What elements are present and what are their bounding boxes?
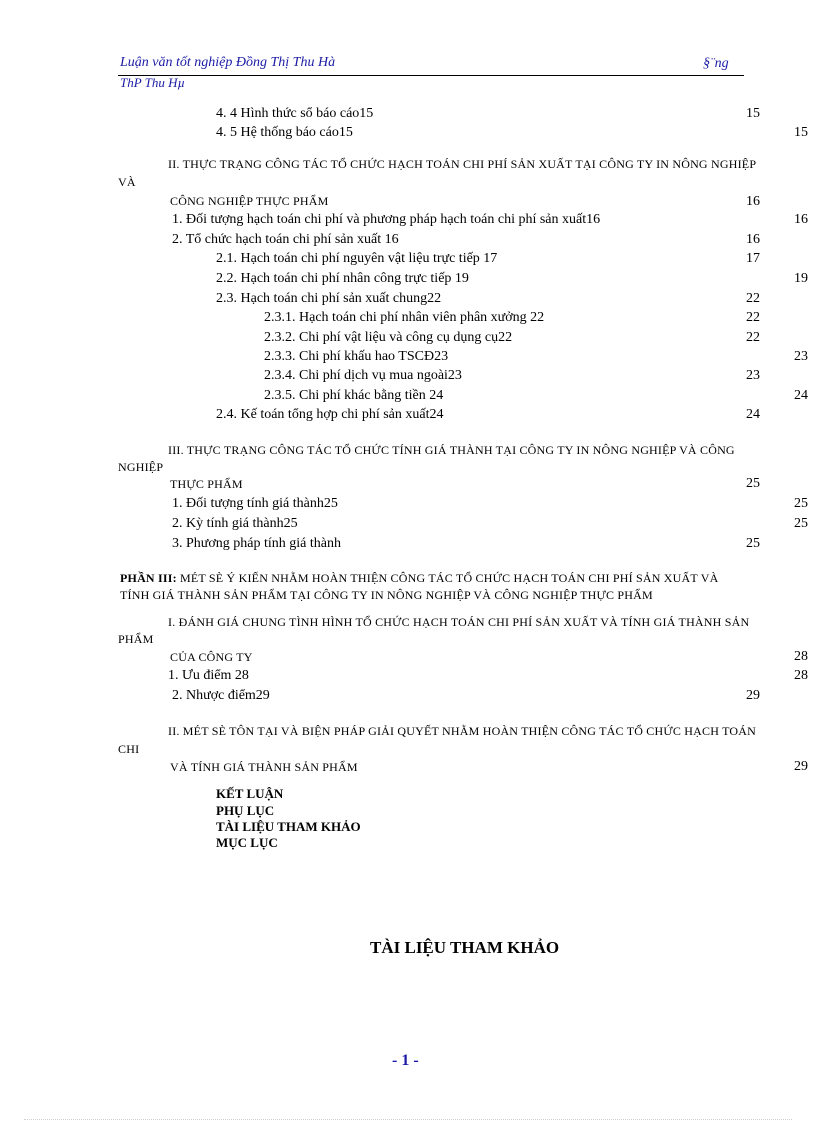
- page-bottom-border: [24, 1119, 792, 1120]
- toc-page-number: 22: [746, 310, 760, 325]
- toc-page-number: 15: [746, 106, 760, 121]
- toc-entry: 3. Phương pháp tính giá thành: [172, 536, 341, 551]
- toc-section-heading-cont: PHẨM: [118, 632, 154, 646]
- toc-page-number: 25: [794, 516, 808, 531]
- conclusion-entry: KẾT LUẬN: [216, 786, 284, 801]
- toc-entry: 2.3.4. Chi phí dịch vụ mua ngoài23: [264, 368, 462, 383]
- toc-section-heading-cont: CỦA CÔNG TY: [170, 650, 253, 664]
- toc-section-heading-cont: NGHIỆP: [118, 460, 164, 474]
- toc-page-number: 22: [746, 291, 760, 306]
- toc-entry: 1. Đối tượng hạch toán chi phí và phương pháp hạch toán chi phí sản xuất16: [172, 212, 601, 227]
- toc-entry: 2. Nhược điểm29: [172, 688, 270, 703]
- toc-page-number: 29: [794, 759, 808, 774]
- toc-section-heading: II. THỰC TRẠNG CÔNG TÁC TỔ CHỨC HẠCH TOÁN CHI PHÍ SẢN XUẤT TẠI CÔNG TY IN NÔNG NGHIỆP: [168, 157, 757, 171]
- references-entry: TÀI LIỆU THAM KHẢO: [216, 819, 361, 834]
- toc-entry: 2.3.5. Chi phí khác bằng tiền 24: [264, 388, 444, 403]
- page-title: TÀI LIỆU THAM KHẢO: [370, 938, 560, 957]
- toc-section-heading-cont: VÀ: [118, 175, 136, 189]
- toc-entry: 2.3. Hạch toán chi phí sản xuất chung22: [216, 291, 442, 306]
- toc-page-number: 16: [794, 212, 808, 227]
- header-author-line-2: ThP Thu Hµ: [120, 75, 186, 90]
- contents-entry: MỤC LỤC: [216, 835, 278, 850]
- toc-entry: 2.3.1. Hạch toán chi phí nhân viên phân xưởng 22: [264, 310, 545, 325]
- header-right-text: §¨ng: [703, 56, 729, 71]
- toc-page-number: 28: [794, 668, 808, 683]
- toc-entry: 2.4. Kế toán tổng hợp chi phí sản xuất24: [216, 407, 444, 422]
- part-3-title-line-2: TÍNH GIÁ THÀNH SẢN PHẨM TẠI CÔNG TY IN NÔNG NGHIỆP VÀ CÔNG NGHIỆP THỰC PHẨM: [120, 588, 653, 602]
- toc-page-number: 19: [794, 271, 808, 286]
- toc-entry: 4. 4 Hình thức sổ báo cáo15: [216, 106, 374, 121]
- toc-page-number: 29: [746, 688, 760, 703]
- toc-page-number: 28: [794, 649, 808, 664]
- toc-entry: 4. 5 Hệ thống báo cáo15: [216, 125, 353, 140]
- toc-section-heading-cont: CHI: [118, 742, 140, 756]
- toc-section-heading: III. THỰC TRẠNG CÔNG TÁC TỔ CHỨC TÍNH GIÁ THÀNH TẠI CÔNG TY IN NÔNG NGHIỆP VÀ CÔNG: [168, 443, 735, 457]
- toc-page-number: 23: [746, 368, 760, 383]
- toc-page-number: 23: [794, 349, 808, 364]
- toc-page-number: 22: [746, 330, 760, 345]
- toc-entry: 2. Tổ chức hạch toán chi phí sản xuất 16: [172, 232, 399, 247]
- toc-section-heading: II. MÉT SÈ TÔN TẠI VÀ BIỆN PHÁP GIẢI QUYẾT NHẰM HOÀN THIỆN CÔNG TÁC TỔ CHỨC HẠCH TOÁN: [168, 724, 756, 738]
- part-3-label: PHẦN III:: [120, 571, 177, 585]
- header-author-line: Luận văn tốt nghiệp Đồng Thị Thu Hà: [120, 55, 336, 70]
- toc-page-number: 16: [746, 232, 760, 247]
- toc-page-number: 25: [794, 496, 808, 511]
- toc-section-heading-cont: THỰC PHẨM: [170, 477, 243, 491]
- toc-page-number: 24: [794, 388, 808, 403]
- part-3-heading: [120, 571, 718, 586]
- toc-page-number: 16: [746, 194, 760, 209]
- page-number: - 1 -: [392, 1052, 419, 1069]
- toc-page-number: 25: [746, 536, 760, 551]
- toc-page-number: 25: [746, 476, 760, 491]
- toc-entry: 2.2. Hạch toán chi phí nhân công trực tiếp 19: [216, 271, 469, 286]
- toc-section-heading-cont: VÀ TÍNH GIÁ THÀNH SẢN PHẨM: [170, 760, 358, 774]
- toc-page-number: 15: [794, 125, 808, 140]
- part-3-title-line-1: MÉT SÈ Ý KIẾN NHẰM HOÀN THIỆN CÔNG TÁC TỔ CHỨC HẠCH TOÁN CHI PHÍ SẢN XUẤT VÀ: [176, 571, 719, 585]
- toc-entry: 2.1. Hạch toán chi phí nguyên vật liệu trực tiếp 17: [216, 251, 498, 266]
- toc-section-heading: I. ĐÁNH GIÁ CHUNG TÌNH HÌNH TỔ CHỨC HẠCH TOÁN CHI PHÍ SẢN XUẤT VÀ TÍNH GIÁ THÀNH SẢN: [168, 615, 750, 629]
- appendix-entry: PHỤ LỤC: [216, 803, 275, 818]
- toc-entry: 1. Đối tượng tính giá thành25: [172, 496, 338, 511]
- header-rule: [118, 75, 744, 76]
- toc-page-number: 17: [746, 251, 760, 266]
- toc-entry: 2.3.2. Chi phí vật liệu và công cụ dụng cụ22: [264, 330, 513, 345]
- toc-page-number: 24: [746, 407, 760, 422]
- toc-entry: 1. Ưu điểm 28: [168, 668, 249, 683]
- toc-section-heading-cont: CÔNG NGHIỆP THỰC PHẨM: [170, 194, 329, 208]
- toc-entry: 2.3.3. Chi phí khấu hao TSCĐ23: [264, 349, 449, 364]
- toc-entry: 2. Kỳ tính giá thành25: [172, 516, 298, 531]
